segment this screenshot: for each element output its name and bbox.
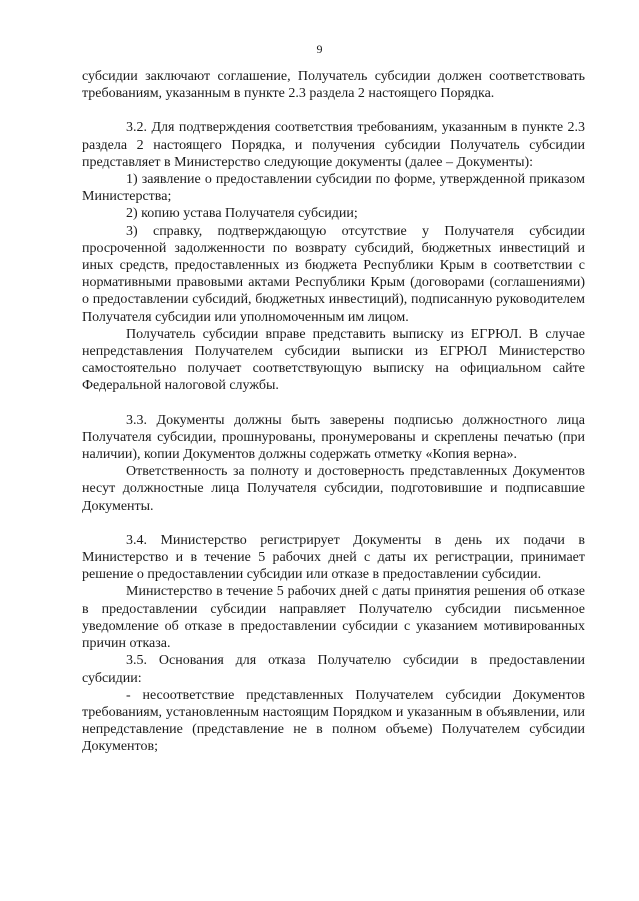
paragraph-1: субсидии заключают соглашение, Получатель субсидии должен соответствовать требованиям, указанным в пункте 2.3 раздела 2 настоящего Порядка.: [82, 69, 585, 102]
paragraph-egrul: Получатель субсидии вправе представить выписку из ЕГРЮЛ. В случае непредставления Получателем субсидии выписки из ЕГРЮЛ Министерство самостоятельно получает соответствующую выписку на официальном сайте Федеральной налоговой службы.: [82, 326, 585, 394]
paragraph-gap: [82, 395, 585, 412]
document-body: [82, 68, 585, 756]
page-number: 9: [316, 42, 323, 56]
paragraph-3-5: 3.5. Основания для отказа Получателю субсидии в предоставлении субсидии:: [82, 653, 585, 686]
list-item-2: 2) копию устава Получателя субсидии;: [126, 206, 358, 222]
list-item-1: 1) заявление о предоставлении субсидии по форме, утвержденной приказом Министерства;: [82, 172, 585, 205]
paragraph-gap: [82, 515, 585, 532]
paragraph-3-3: 3.3. Документы должны быть заверены подписью должностного лица Получателя субсидии, прошнурованы, пронумерованы и скреплены печатью (при наличии), копии Документов должны содержать отметку «Копия верна».: [82, 412, 585, 463]
paragraph-refusal-notice: Министерство в течение 5 рабочих дней с даты принятия решения об отказе в предоставлении субсидии направляет Получателю субсидии письменное уведомление об отказе в предоставлении субсидии с указанием мотивированных причин отказа.: [82, 584, 585, 652]
paragraph-responsibility: Ответственность за полноту и достоверность представленных Документов несут должностные лица Получателя субсидии, подготовившие и подписавшие Документы.: [82, 464, 585, 514]
list-item-3: 3) справку, подтверждающую отсутствие у Получателя субсидии просроченной задолженности по возврату субсидий, бюджетных инвестиций и иных средств, предоставленных из бюджета Республики Крым в соответствии с нормативными правовыми актами Республики Крым (договорами (соглашениями) о предоставлении субсидий, бюджетных инвестиций), подписанную руководителем Получателя субсидии или уполномоченным им лицом.: [82, 223, 585, 325]
paragraph-3-2: 3.2. Для подтверждения соответствия требованиям, указанным в пункте 2.3 раздела 2 настоящего Порядка, и получения субсидии Получатель субсидии представляет в Министерство следующие документы (далее – Документы):: [82, 120, 585, 170]
paragraph-3-4: 3.4. Министерство регистрирует Документы в день их подачи в Министерство и в течение 5 рабочих дней с даты их регистрации, принимает решение о предоставлении субсидии или отказе в предоставлении субсидии.: [82, 532, 585, 583]
list-item-dash: - несоответствие представленных Получателем субсидии Документов требованиям, установленным настоящим Порядком и указанным в объявлении, или непредставление (представление не в полном объеме) Получателем субсидии Документов;: [82, 687, 585, 755]
paragraph-gap: [82, 102, 585, 119]
